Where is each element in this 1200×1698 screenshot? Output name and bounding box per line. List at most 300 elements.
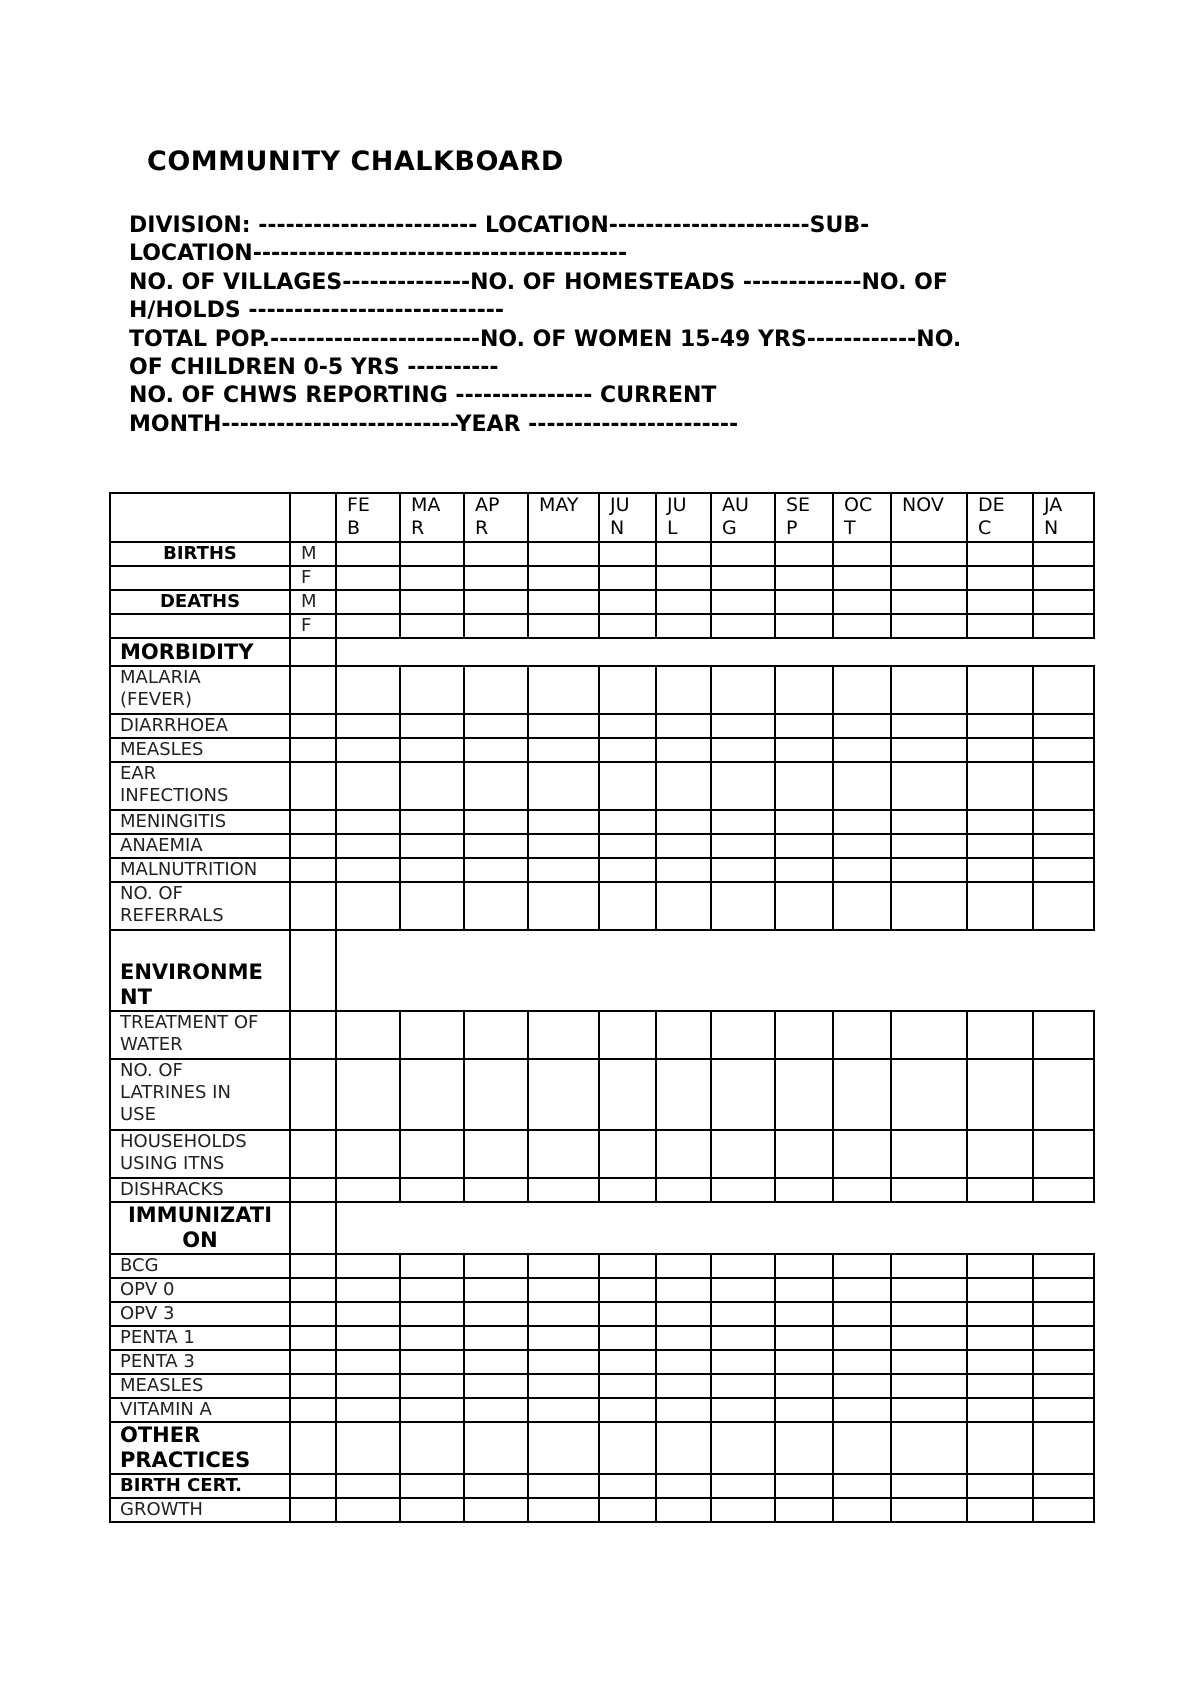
data-cell[interactable] bbox=[400, 714, 464, 738]
data-cell[interactable] bbox=[711, 1059, 775, 1130]
data-cell[interactable] bbox=[528, 1278, 599, 1302]
data-cell[interactable] bbox=[656, 566, 711, 590]
data-cell[interactable] bbox=[891, 1326, 967, 1350]
data-cell[interactable] bbox=[599, 1350, 656, 1374]
data-cell[interactable] bbox=[336, 1474, 400, 1498]
data-cell[interactable] bbox=[967, 1254, 1033, 1278]
data-cell[interactable] bbox=[656, 1374, 711, 1398]
data-cell[interactable] bbox=[967, 1130, 1033, 1178]
data-cell[interactable] bbox=[775, 1374, 833, 1398]
data-cell[interactable] bbox=[833, 590, 891, 614]
data-cell[interactable] bbox=[656, 1059, 711, 1130]
data-cell[interactable] bbox=[528, 738, 599, 762]
data-cell[interactable] bbox=[1033, 1374, 1094, 1398]
sub-cell[interactable] bbox=[290, 1059, 336, 1130]
data-cell[interactable] bbox=[1033, 1178, 1094, 1202]
data-cell[interactable] bbox=[336, 738, 400, 762]
sub-cell[interactable] bbox=[290, 1178, 336, 1202]
data-cell[interactable] bbox=[711, 1422, 775, 1474]
data-cell[interactable] bbox=[656, 1130, 711, 1178]
sub-cell[interactable] bbox=[290, 1498, 336, 1522]
data-cell[interactable] bbox=[711, 590, 775, 614]
data-cell[interactable] bbox=[656, 1422, 711, 1474]
data-cell[interactable] bbox=[775, 1254, 833, 1278]
data-cell[interactable] bbox=[599, 834, 656, 858]
data-cell[interactable] bbox=[464, 590, 528, 614]
data-cell[interactable] bbox=[967, 1278, 1033, 1302]
data-cell[interactable] bbox=[464, 1474, 528, 1498]
data-cell[interactable] bbox=[528, 1130, 599, 1178]
data-cell[interactable] bbox=[464, 1278, 528, 1302]
sub-cell[interactable] bbox=[290, 1422, 336, 1474]
data-cell[interactable] bbox=[464, 714, 528, 738]
data-cell[interactable] bbox=[891, 1059, 967, 1130]
data-cell[interactable] bbox=[891, 666, 967, 714]
data-cell[interactable] bbox=[656, 834, 711, 858]
data-cell[interactable] bbox=[336, 1130, 400, 1178]
data-cell[interactable] bbox=[967, 738, 1033, 762]
data-cell[interactable] bbox=[464, 1374, 528, 1398]
data-cell[interactable] bbox=[775, 1011, 833, 1059]
data-cell[interactable] bbox=[891, 1374, 967, 1398]
data-cell[interactable] bbox=[400, 810, 464, 834]
data-cell[interactable] bbox=[1033, 1498, 1094, 1522]
data-cell[interactable] bbox=[891, 1498, 967, 1522]
data-cell[interactable] bbox=[336, 590, 400, 614]
data-cell[interactable] bbox=[336, 762, 400, 810]
data-cell[interactable] bbox=[775, 1326, 833, 1350]
data-cell[interactable] bbox=[599, 542, 656, 566]
data-cell[interactable] bbox=[775, 666, 833, 714]
data-cell[interactable] bbox=[833, 738, 891, 762]
sub-cell[interactable] bbox=[290, 1374, 336, 1398]
data-cell[interactable] bbox=[528, 810, 599, 834]
data-cell[interactable] bbox=[528, 1422, 599, 1474]
sub-cell[interactable] bbox=[290, 762, 336, 810]
data-cell[interactable] bbox=[400, 1398, 464, 1422]
data-cell[interactable] bbox=[400, 1326, 464, 1350]
data-cell[interactable] bbox=[967, 1350, 1033, 1374]
data-cell[interactable] bbox=[967, 1302, 1033, 1326]
data-cell[interactable] bbox=[336, 1326, 400, 1350]
data-cell[interactable] bbox=[1033, 738, 1094, 762]
data-cell[interactable] bbox=[400, 882, 464, 930]
data-cell[interactable] bbox=[891, 1178, 967, 1202]
data-cell[interactable] bbox=[711, 858, 775, 882]
data-cell[interactable] bbox=[464, 1398, 528, 1422]
data-cell[interactable] bbox=[400, 1302, 464, 1326]
data-cell[interactable] bbox=[400, 666, 464, 714]
data-cell[interactable] bbox=[528, 1398, 599, 1422]
data-cell[interactable] bbox=[599, 1374, 656, 1398]
data-cell[interactable] bbox=[599, 1422, 656, 1474]
data-cell[interactable] bbox=[833, 882, 891, 930]
data-cell[interactable] bbox=[599, 714, 656, 738]
data-cell[interactable] bbox=[775, 1130, 833, 1178]
data-cell[interactable] bbox=[711, 542, 775, 566]
data-cell[interactable] bbox=[400, 1474, 464, 1498]
data-cell[interactable] bbox=[464, 1059, 528, 1130]
data-cell[interactable] bbox=[656, 1302, 711, 1326]
data-cell[interactable] bbox=[711, 1130, 775, 1178]
sub-cell[interactable] bbox=[290, 882, 336, 930]
data-cell[interactable] bbox=[711, 1474, 775, 1498]
data-cell[interactable] bbox=[1033, 858, 1094, 882]
data-cell[interactable] bbox=[336, 1278, 400, 1302]
data-cell[interactable] bbox=[599, 1011, 656, 1059]
data-cell[interactable] bbox=[599, 858, 656, 882]
data-cell[interactable] bbox=[775, 614, 833, 638]
data-cell[interactable] bbox=[833, 762, 891, 810]
data-cell[interactable] bbox=[775, 834, 833, 858]
data-cell[interactable] bbox=[599, 762, 656, 810]
data-cell[interactable] bbox=[891, 810, 967, 834]
data-cell[interactable] bbox=[464, 1011, 528, 1059]
data-cell[interactable] bbox=[599, 738, 656, 762]
data-cell[interactable] bbox=[711, 714, 775, 738]
data-cell[interactable] bbox=[775, 762, 833, 810]
data-cell[interactable] bbox=[1033, 1350, 1094, 1374]
data-cell[interactable] bbox=[967, 858, 1033, 882]
data-cell[interactable] bbox=[464, 1302, 528, 1326]
data-cell[interactable] bbox=[528, 1011, 599, 1059]
data-cell[interactable] bbox=[891, 882, 967, 930]
data-cell[interactable] bbox=[528, 1254, 599, 1278]
data-cell[interactable] bbox=[967, 810, 1033, 834]
data-cell[interactable] bbox=[336, 1254, 400, 1278]
data-cell[interactable] bbox=[833, 1498, 891, 1522]
sub-cell[interactable] bbox=[290, 1326, 336, 1350]
data-cell[interactable] bbox=[336, 714, 400, 738]
data-cell[interactable] bbox=[528, 542, 599, 566]
data-cell[interactable] bbox=[656, 666, 711, 714]
data-cell[interactable] bbox=[775, 810, 833, 834]
data-cell[interactable] bbox=[464, 1130, 528, 1178]
data-cell[interactable] bbox=[464, 1254, 528, 1278]
data-cell[interactable] bbox=[711, 1178, 775, 1202]
data-cell[interactable] bbox=[833, 714, 891, 738]
data-cell[interactable] bbox=[833, 566, 891, 590]
data-cell[interactable] bbox=[833, 1011, 891, 1059]
data-cell[interactable] bbox=[400, 1059, 464, 1130]
data-cell[interactable] bbox=[528, 762, 599, 810]
data-cell[interactable] bbox=[464, 1422, 528, 1474]
data-cell[interactable] bbox=[528, 858, 599, 882]
data-cell[interactable] bbox=[833, 1422, 891, 1474]
data-cell[interactable] bbox=[775, 1498, 833, 1522]
data-cell[interactable] bbox=[528, 1326, 599, 1350]
data-cell[interactable] bbox=[711, 1011, 775, 1059]
data-cell[interactable] bbox=[775, 1302, 833, 1326]
data-cell[interactable] bbox=[464, 834, 528, 858]
data-cell[interactable] bbox=[711, 666, 775, 714]
data-cell[interactable] bbox=[336, 566, 400, 590]
data-cell[interactable] bbox=[775, 1422, 833, 1474]
data-cell[interactable] bbox=[599, 1278, 656, 1302]
data-cell[interactable] bbox=[711, 810, 775, 834]
sub-cell[interactable] bbox=[290, 666, 336, 714]
data-cell[interactable] bbox=[599, 1130, 656, 1178]
data-cell[interactable] bbox=[656, 858, 711, 882]
data-cell[interactable] bbox=[336, 882, 400, 930]
data-cell[interactable] bbox=[400, 1350, 464, 1374]
data-cell[interactable] bbox=[833, 1130, 891, 1178]
data-cell[interactable] bbox=[775, 1474, 833, 1498]
data-cell[interactable] bbox=[336, 614, 400, 638]
data-cell[interactable] bbox=[656, 762, 711, 810]
data-cell[interactable] bbox=[967, 1178, 1033, 1202]
data-cell[interactable] bbox=[656, 1398, 711, 1422]
data-cell[interactable] bbox=[967, 614, 1033, 638]
data-cell[interactable] bbox=[775, 1398, 833, 1422]
data-cell[interactable] bbox=[400, 1178, 464, 1202]
data-cell[interactable] bbox=[1033, 762, 1094, 810]
sub-cell[interactable] bbox=[290, 1474, 336, 1498]
data-cell[interactable] bbox=[833, 666, 891, 714]
data-cell[interactable] bbox=[599, 1498, 656, 1522]
data-cell[interactable] bbox=[656, 1178, 711, 1202]
data-cell[interactable] bbox=[967, 762, 1033, 810]
data-cell[interactable] bbox=[1033, 1422, 1094, 1474]
sub-cell[interactable] bbox=[290, 1278, 336, 1302]
data-cell[interactable] bbox=[775, 714, 833, 738]
sub-cell[interactable] bbox=[290, 1130, 336, 1178]
data-cell[interactable] bbox=[775, 882, 833, 930]
data-cell[interactable] bbox=[599, 1326, 656, 1350]
data-cell[interactable] bbox=[336, 542, 400, 566]
data-cell[interactable] bbox=[400, 1422, 464, 1474]
data-cell[interactable] bbox=[400, 738, 464, 762]
data-cell[interactable] bbox=[528, 1374, 599, 1398]
data-cell[interactable] bbox=[775, 1059, 833, 1130]
data-cell[interactable] bbox=[711, 614, 775, 638]
data-cell[interactable] bbox=[891, 1302, 967, 1326]
data-cell[interactable] bbox=[599, 614, 656, 638]
data-cell[interactable] bbox=[891, 1474, 967, 1498]
data-cell[interactable] bbox=[464, 666, 528, 714]
data-cell[interactable] bbox=[400, 762, 464, 810]
data-cell[interactable] bbox=[833, 614, 891, 638]
data-cell[interactable] bbox=[775, 738, 833, 762]
data-cell[interactable] bbox=[833, 834, 891, 858]
data-cell[interactable] bbox=[1033, 1011, 1094, 1059]
data-cell[interactable] bbox=[1033, 882, 1094, 930]
data-cell[interactable] bbox=[400, 1254, 464, 1278]
data-cell[interactable] bbox=[656, 882, 711, 930]
data-cell[interactable] bbox=[599, 1474, 656, 1498]
data-cell[interactable] bbox=[833, 1326, 891, 1350]
sub-cell[interactable] bbox=[290, 810, 336, 834]
data-cell[interactable] bbox=[599, 566, 656, 590]
data-cell[interactable] bbox=[464, 542, 528, 566]
data-cell[interactable] bbox=[400, 858, 464, 882]
data-cell[interactable] bbox=[891, 1398, 967, 1422]
data-cell[interactable] bbox=[656, 1011, 711, 1059]
data-cell[interactable] bbox=[400, 1498, 464, 1522]
data-cell[interactable] bbox=[967, 666, 1033, 714]
data-cell[interactable] bbox=[967, 1398, 1033, 1422]
data-cell[interactable] bbox=[1033, 834, 1094, 858]
data-cell[interactable] bbox=[891, 858, 967, 882]
data-cell[interactable] bbox=[711, 1374, 775, 1398]
data-cell[interactable] bbox=[775, 566, 833, 590]
data-cell[interactable] bbox=[1033, 542, 1094, 566]
data-cell[interactable] bbox=[833, 1302, 891, 1326]
data-cell[interactable] bbox=[599, 1178, 656, 1202]
data-cell[interactable] bbox=[1033, 590, 1094, 614]
data-cell[interactable] bbox=[336, 1011, 400, 1059]
data-cell[interactable] bbox=[833, 858, 891, 882]
data-cell[interactable] bbox=[599, 590, 656, 614]
data-cell[interactable] bbox=[833, 1254, 891, 1278]
data-cell[interactable] bbox=[464, 614, 528, 638]
data-cell[interactable] bbox=[833, 1398, 891, 1422]
data-cell[interactable] bbox=[711, 738, 775, 762]
sub-cell[interactable] bbox=[290, 858, 336, 882]
data-cell[interactable] bbox=[336, 1374, 400, 1398]
data-cell[interactable] bbox=[400, 590, 464, 614]
data-cell[interactable] bbox=[656, 1350, 711, 1374]
data-cell[interactable] bbox=[891, 1254, 967, 1278]
data-cell[interactable] bbox=[1033, 714, 1094, 738]
data-cell[interactable] bbox=[967, 542, 1033, 566]
data-cell[interactable] bbox=[891, 1350, 967, 1374]
data-cell[interactable] bbox=[336, 1059, 400, 1130]
data-cell[interactable] bbox=[891, 590, 967, 614]
data-cell[interactable] bbox=[833, 1374, 891, 1398]
data-cell[interactable] bbox=[336, 1350, 400, 1374]
data-cell[interactable] bbox=[656, 810, 711, 834]
sub-cell[interactable] bbox=[290, 834, 336, 858]
data-cell[interactable] bbox=[1033, 566, 1094, 590]
sub-cell[interactable] bbox=[290, 714, 336, 738]
data-cell[interactable] bbox=[833, 810, 891, 834]
data-cell[interactable] bbox=[967, 882, 1033, 930]
data-cell[interactable] bbox=[967, 1011, 1033, 1059]
data-cell[interactable] bbox=[464, 566, 528, 590]
data-cell[interactable] bbox=[711, 1302, 775, 1326]
data-cell[interactable] bbox=[336, 1398, 400, 1422]
data-cell[interactable] bbox=[967, 566, 1033, 590]
data-cell[interactable] bbox=[656, 590, 711, 614]
data-cell[interactable] bbox=[528, 566, 599, 590]
data-cell[interactable] bbox=[891, 1011, 967, 1059]
data-cell[interactable] bbox=[528, 882, 599, 930]
data-cell[interactable] bbox=[528, 1178, 599, 1202]
data-cell[interactable] bbox=[464, 882, 528, 930]
data-cell[interactable] bbox=[967, 834, 1033, 858]
data-cell[interactable] bbox=[775, 1350, 833, 1374]
data-cell[interactable] bbox=[1033, 1278, 1094, 1302]
data-cell[interactable] bbox=[891, 1130, 967, 1178]
data-cell[interactable] bbox=[656, 542, 711, 566]
data-cell[interactable] bbox=[599, 1302, 656, 1326]
sub-cell[interactable] bbox=[290, 1254, 336, 1278]
data-cell[interactable] bbox=[400, 834, 464, 858]
data-cell[interactable] bbox=[656, 714, 711, 738]
data-cell[interactable] bbox=[464, 858, 528, 882]
data-cell[interactable] bbox=[599, 1398, 656, 1422]
data-cell[interactable] bbox=[775, 1178, 833, 1202]
data-cell[interactable] bbox=[967, 1474, 1033, 1498]
data-cell[interactable] bbox=[464, 1498, 528, 1522]
sub-cell[interactable] bbox=[290, 1350, 336, 1374]
data-cell[interactable] bbox=[400, 566, 464, 590]
data-cell[interactable] bbox=[711, 1398, 775, 1422]
data-cell[interactable] bbox=[967, 1374, 1033, 1398]
sub-cell[interactable] bbox=[290, 738, 336, 762]
data-cell[interactable] bbox=[775, 1278, 833, 1302]
data-cell[interactable] bbox=[891, 566, 967, 590]
data-cell[interactable] bbox=[400, 542, 464, 566]
data-cell[interactable] bbox=[464, 738, 528, 762]
data-cell[interactable] bbox=[464, 810, 528, 834]
data-cell[interactable] bbox=[891, 762, 967, 810]
data-cell[interactable] bbox=[711, 1498, 775, 1522]
sub-cell[interactable] bbox=[290, 1302, 336, 1326]
data-cell[interactable] bbox=[528, 1302, 599, 1326]
data-cell[interactable] bbox=[967, 1498, 1033, 1522]
data-cell[interactable] bbox=[656, 1254, 711, 1278]
data-cell[interactable] bbox=[400, 1374, 464, 1398]
data-cell[interactable] bbox=[967, 1326, 1033, 1350]
data-cell[interactable] bbox=[891, 834, 967, 858]
data-cell[interactable] bbox=[967, 590, 1033, 614]
data-cell[interactable] bbox=[711, 1350, 775, 1374]
data-cell[interactable] bbox=[833, 1059, 891, 1130]
data-cell[interactable] bbox=[967, 1422, 1033, 1474]
data-cell[interactable] bbox=[528, 1350, 599, 1374]
data-cell[interactable] bbox=[528, 1474, 599, 1498]
data-cell[interactable] bbox=[1033, 614, 1094, 638]
data-cell[interactable] bbox=[891, 1422, 967, 1474]
data-cell[interactable] bbox=[656, 738, 711, 762]
data-cell[interactable] bbox=[711, 566, 775, 590]
data-cell[interactable] bbox=[656, 1474, 711, 1498]
data-cell[interactable] bbox=[528, 1059, 599, 1130]
data-cell[interactable] bbox=[336, 858, 400, 882]
data-cell[interactable] bbox=[833, 1350, 891, 1374]
data-cell[interactable] bbox=[400, 1278, 464, 1302]
data-cell[interactable] bbox=[400, 1011, 464, 1059]
data-cell[interactable] bbox=[967, 714, 1033, 738]
data-cell[interactable] bbox=[400, 1130, 464, 1178]
data-cell[interactable] bbox=[599, 882, 656, 930]
data-cell[interactable] bbox=[400, 614, 464, 638]
data-cell[interactable] bbox=[336, 834, 400, 858]
data-cell[interactable] bbox=[1033, 1474, 1094, 1498]
data-cell[interactable] bbox=[1033, 1398, 1094, 1422]
data-cell[interactable] bbox=[833, 1178, 891, 1202]
data-cell[interactable] bbox=[711, 882, 775, 930]
data-cell[interactable] bbox=[1033, 1254, 1094, 1278]
data-cell[interactable] bbox=[336, 666, 400, 714]
data-cell[interactable] bbox=[891, 614, 967, 638]
data-cell[interactable] bbox=[833, 542, 891, 566]
data-cell[interactable] bbox=[528, 614, 599, 638]
data-cell[interactable] bbox=[1033, 666, 1094, 714]
data-cell[interactable] bbox=[336, 1422, 400, 1474]
data-cell[interactable] bbox=[711, 762, 775, 810]
data-cell[interactable] bbox=[656, 1278, 711, 1302]
data-cell[interactable] bbox=[891, 714, 967, 738]
data-cell[interactable] bbox=[891, 1278, 967, 1302]
data-cell[interactable] bbox=[528, 590, 599, 614]
data-cell[interactable] bbox=[464, 1350, 528, 1374]
data-cell[interactable] bbox=[599, 1059, 656, 1130]
data-cell[interactable] bbox=[775, 542, 833, 566]
data-cell[interactable] bbox=[1033, 1326, 1094, 1350]
